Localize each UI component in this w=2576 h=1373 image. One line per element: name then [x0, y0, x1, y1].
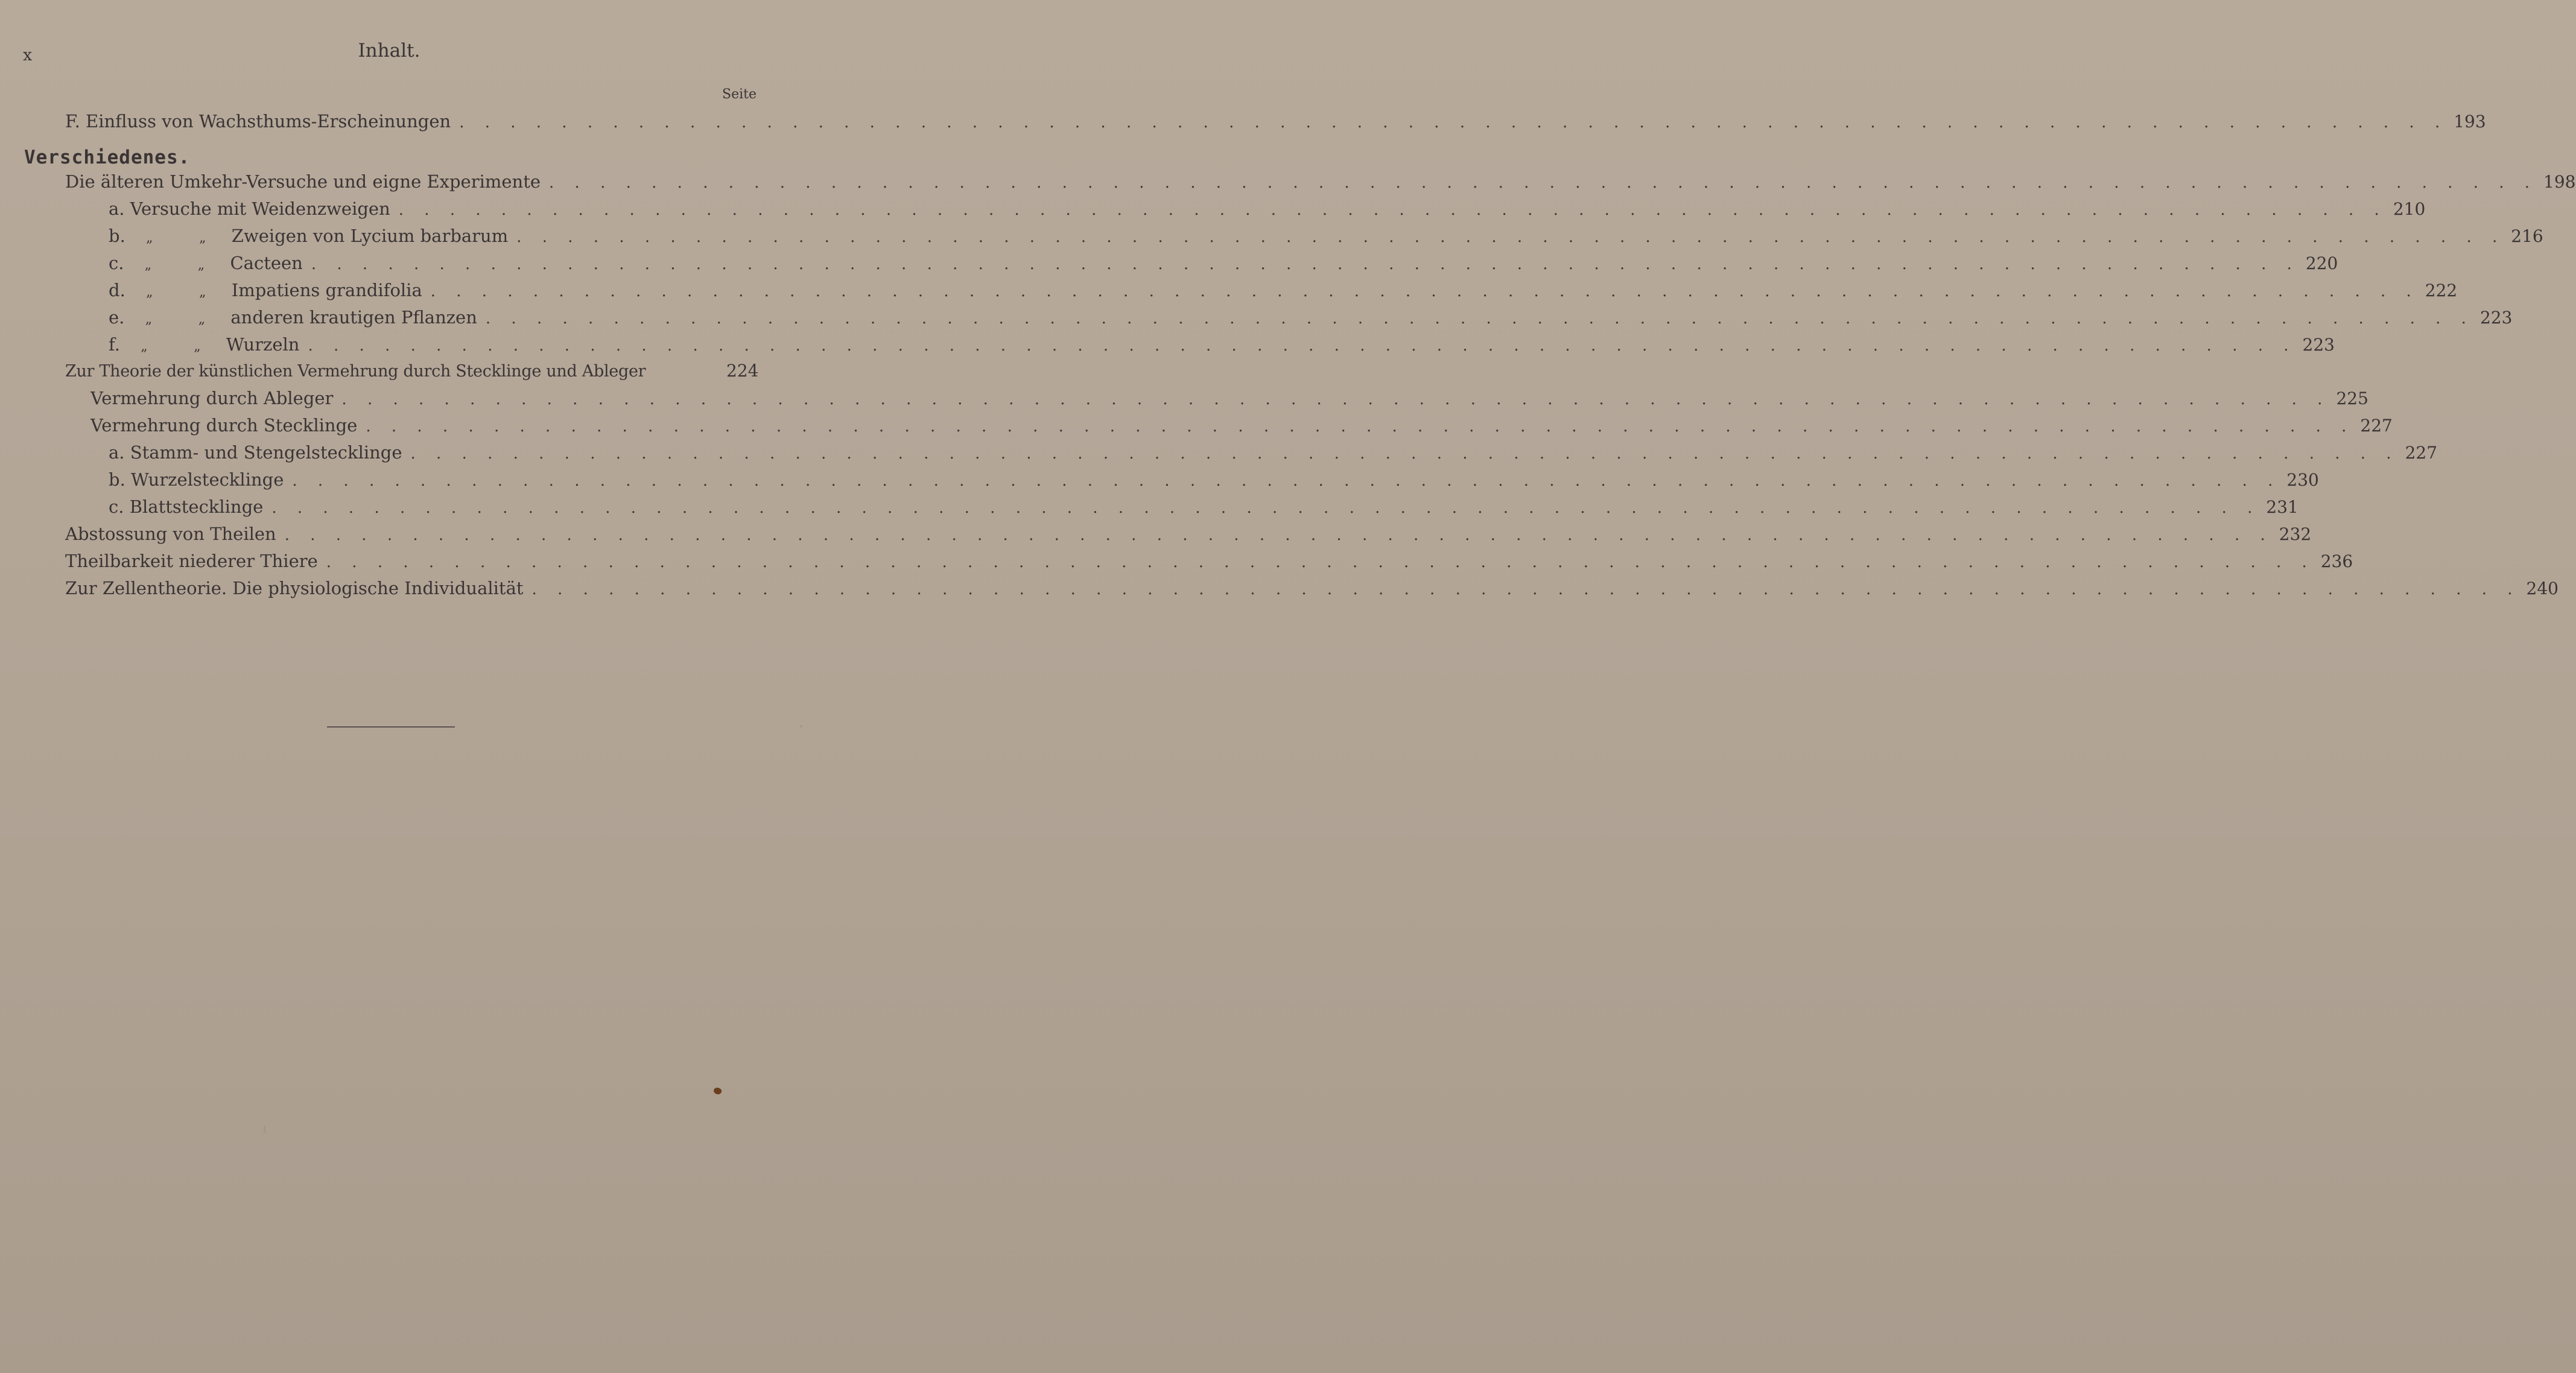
toc-entry — [109, 226, 2543, 250]
toc-leader-dots: . . . . . . . . . . . . . . . . . . . . . . . . . . . . . . . . . . . . . . . . . . . . . . . . . . . . . . . . . . . . . . . . . . . . . . . . . . . . . . — [430, 282, 2419, 300]
toc-entry-label — [109, 280, 422, 300]
ink-stain — [712, 1086, 723, 1096]
toc-entry-letter: a. — [109, 198, 125, 219]
toc-leader-dots: . . . . . . . . . . . . . . . . . . . . . . . . . . . . . . . . . . . . . . . . . . . . . . . . . . . . . . . . . . . . . . . . . . . . . . . . . . . . . . — [292, 472, 2281, 490]
roman-page-number: x — [23, 46, 33, 65]
ditto-mark: „ — [146, 230, 153, 246]
section-heading: Verschiedenes. — [24, 147, 191, 168]
toc-entry-label — [109, 334, 300, 355]
toc-entry-letter: d. — [109, 280, 125, 300]
toc-entry-letter: b. — [109, 469, 125, 490]
toc-entry-text: Zweigen von Lycium barbarum — [231, 226, 509, 246]
toc-page-number: 193 — [2454, 112, 2486, 132]
toc-entry — [90, 415, 2393, 439]
ditto-mark: „ — [145, 312, 153, 327]
toc-page-number: 220 — [2305, 253, 2338, 273]
toc-entry-label: Die älteren Umkehr-Versuche und eigne Experimente — [65, 171, 541, 192]
toc-page-number: 230 — [2286, 470, 2319, 490]
toc-entry-text: Wurzelstecklinge — [131, 469, 284, 490]
toc-entry-label — [109, 442, 402, 463]
toc-entry — [65, 171, 2576, 195]
toc-entry-label: F. Einfluss von Wachsthums-Erscheinungen — [65, 111, 451, 132]
toc-entry-label — [109, 198, 390, 219]
toc-entry-label: Vermehrung durch Ableger — [90, 388, 334, 408]
toc-entry-letter: e. — [109, 307, 125, 328]
toc-page-number: 223 — [2479, 308, 2513, 328]
toc-entry-letter: f. — [109, 334, 120, 355]
toc-entry — [109, 307, 2513, 331]
toc-page-number: 216 — [2511, 226, 2543, 246]
toc-entry-label: Theilbarkeit niederer Thiere — [65, 551, 318, 571]
toc-page-number: 210 — [2393, 199, 2426, 219]
toc-entry-letter: a. — [109, 442, 125, 463]
toc-leader-dots: . . . . . . . . . . . . . . . . . . . . . . . . . . . . . . . . . . . . . . . . . . . . . . . . . . . . . . . . . . . . . . . . . . . . . . . . . . . . . . — [485, 309, 2474, 328]
toc-leader-dots: . . . . . . . . . . . . . . . . . . . . . . . . . . . . . . . . . . . . . . . . . . . . . . . . . . . . . . . . . . . . . . . . . . . . . . . . . . . . . . — [516, 228, 2505, 246]
toc-entry-text: Blattstecklinge — [129, 496, 264, 517]
toc-leader-dots: . . . . . . . . . . . . . . . . . . . . . . . . . . . . . . . . . . . . . . . . . . . . . . . . . . . . . . . . . . . . . . . . . . . . . . . . . . . . . . — [366, 417, 2355, 436]
toc-entry — [65, 578, 2559, 602]
toc-leader-dots: . . . . . . . . . . . . . . . . . . . . . . . . . . . . . . . . . . . . . . . . . . . . . . . . . . . . . . . . . . . . . . . . . . . . . . . . . . . . . . — [284, 526, 2273, 544]
toc-leader-dots: . . . . . . . . . . . . . . . . . . . . . . . . . . . . . . . . . . . . . . . . . . . . . . . . . . . . . . . . . . . . . . . . . . . . . . . . . . . . . . — [549, 174, 2538, 192]
toc-entry-label: Zur Zellentheorie. Die physiologische Individualität — [65, 578, 524, 598]
toc-page-number: 227 — [2405, 443, 2438, 463]
toc-entry — [65, 111, 2486, 135]
toc-leader-dots: . . . . . . . . . . . . . . . . . . . . . . . . . . . . . . . . . . . . . . . . . . . . . . . . . . . . . . . . . . . . . . . . . . . . . . . . . . . . . . — [398, 201, 2387, 219]
toc-entry — [65, 524, 2312, 548]
toc-entry — [109, 334, 2335, 358]
toc-entry — [65, 361, 757, 385]
toc-entry-letter: c. — [109, 496, 124, 517]
toc-entry-text: anderen krautigen Pflanzen — [230, 307, 477, 328]
toc-page-number: 227 — [2360, 416, 2393, 436]
end-rule-divider — [327, 726, 455, 728]
page-title: Inhalt. — [358, 40, 420, 62]
toc-entry — [109, 198, 2426, 223]
toc-leader-dots: . . . . . . . . . . . . . . . . . . . . . . . . . . . . . . . . . . . . . . . . . . . . . . . . . . . . . . . . . . . . . . . . . . . . . . . . . . . . . . — [410, 445, 2399, 463]
toc-entry — [65, 551, 2353, 575]
toc-leader-dots: . . . . . . . . . . . . . . . . . . . . . . . . . . . . . . . . . . . . . . . . . . . . . . . . . . . . . . . . . . . . . . . . . . . . . . . . . . . . . . — [341, 390, 2330, 408]
toc-leader-dots: . . . . . . . . . . . . . . . . . . . . . . . . . . . . . . . . . . . . . . . . . . . . . . . . . . . . . . . . . . . . . . . . . . . . . . . . . . . . . . — [271, 499, 2260, 517]
toc-leader-dots: . . . . . . . . . . . . . . . . . . . . . . . . . . . . . . . . . . . . . . . . . . . . . . . . . . . . . . . . . . . . . . . . . . . . . . . . . . . . . . — [459, 113, 2448, 132]
toc-entry — [109, 280, 2458, 304]
toc-entry-letter: b. — [109, 226, 125, 246]
toc-entry-label — [109, 469, 284, 490]
toc-entry-label — [109, 226, 508, 246]
paper-speck — [264, 1126, 265, 1133]
ditto-mark: „ — [144, 258, 152, 273]
toc-entry-label — [109, 253, 303, 273]
toc-page-number: 224 — [726, 361, 759, 381]
toc-entry-text: Stamm- und Stengelstecklinge — [130, 442, 402, 463]
ditto-mark: „ — [198, 312, 206, 327]
toc-entry-label: Vermehrung durch Stecklinge — [90, 415, 358, 436]
ditto-mark: „ — [197, 258, 205, 273]
toc-entry-text: Wurzeln — [226, 334, 300, 355]
toc-page-number: 222 — [2425, 281, 2458, 300]
toc-page-number: 236 — [2320, 551, 2353, 571]
toc-leader-dots: . . . . . . . . . . . . . . . . . . . . . . . . . . . . . . . . . . . . . . . . . . . . . . . . . . . . . . . . . . . . . . . . . . . . . . . . . . . . . . — [531, 580, 2520, 598]
toc-entry — [90, 388, 2368, 412]
ditto-mark: „ — [146, 285, 153, 300]
toc-page-number: 231 — [2266, 497, 2298, 517]
toc-page-number: 223 — [2302, 335, 2335, 355]
ditto-mark: „ — [141, 339, 148, 354]
toc-entry-label — [109, 496, 263, 517]
toc-entry — [109, 253, 2338, 277]
page-column-label: Seite — [722, 87, 757, 102]
toc-page-number: 232 — [2279, 524, 2312, 544]
toc-entry — [109, 496, 2298, 521]
toc-leader-dots: . . . . . . . . . . . . . . . . . . . . . . . . . . . . . . . . . . . . . . . . . . . . . . . . . . . . . . . . . . . . . . . . . . . . . . . . . . . . . . — [308, 337, 2297, 355]
toc-entry-text: Versuche mit Weidenzweigen — [130, 198, 390, 219]
toc-leader-dots: . . . . . . . . . . . . . . . . . . . . . . . . . . . . . . . . . . . . . . . . . . . . . . . . . . . . . . . . . . . . . . . . . . . . . . . . . . . . . . — [326, 553, 2315, 571]
toc-entry — [109, 442, 2438, 466]
toc-entry — [109, 469, 2319, 493]
ditto-mark: „ — [199, 230, 206, 246]
toc-entry-label: Abstossung von Theilen — [65, 524, 276, 544]
toc-page-number: 225 — [2336, 388, 2368, 408]
toc-entry-text: Cacteen — [230, 253, 303, 273]
toc-entry-label: Zur Theorie der künstlichen Vermehrung durch Stecklinge und Ableger — [65, 362, 646, 381]
toc-page-number: 240 — [2526, 579, 2559, 598]
ditto-mark: „ — [199, 285, 206, 300]
toc-leader-dots: . . . . . . . . . . . . . . . . . . . . . . . . . . . . . . . . . . . . . . . . . . . . . . . . . . . . . . . . . . . . . . . . . . . . . . . . . . . . . . — [311, 255, 2300, 273]
toc-page-number: 198 — [2543, 172, 2576, 192]
toc-entry-label — [109, 307, 477, 328]
ditto-mark: „ — [194, 339, 201, 354]
paper-speck — [800, 725, 802, 728]
toc-entry-text: Impatiens grandifolia — [231, 280, 422, 300]
toc-entry-letter: c. — [109, 253, 124, 273]
